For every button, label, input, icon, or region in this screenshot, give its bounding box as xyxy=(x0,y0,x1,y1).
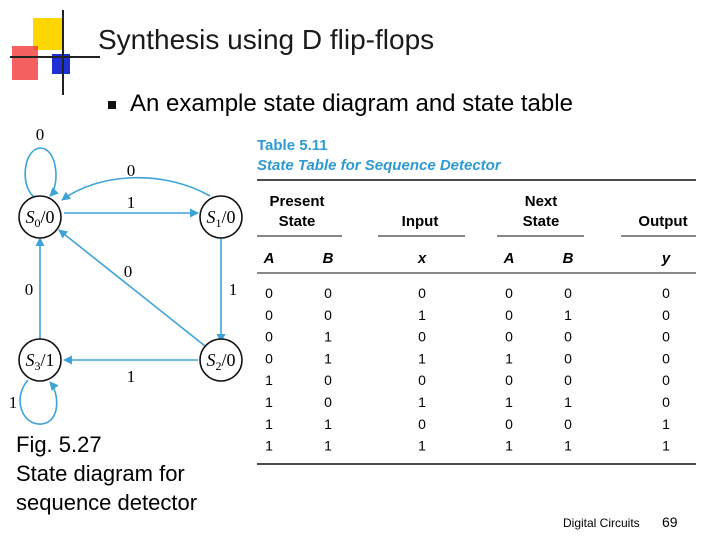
table-cell: 1 xyxy=(265,394,273,410)
table-cell: 0 xyxy=(662,372,670,389)
caption-line-2: State diagram for xyxy=(16,461,185,486)
table-cell: 1 xyxy=(505,394,513,410)
table-title: Table 5.11 xyxy=(257,137,328,154)
table-cell: 1 xyxy=(662,415,670,432)
table-row xyxy=(265,394,670,410)
table-cell: 0 xyxy=(324,394,332,410)
table-row xyxy=(265,416,670,432)
label-s3-self: 1 xyxy=(8,393,18,412)
table-cell: 1 xyxy=(564,394,572,410)
table-cell: 1 xyxy=(324,415,332,432)
table-cell: 0 xyxy=(505,306,513,323)
state-s2-label: $S_2/0$ xyxy=(206,350,236,373)
caption-line-3: sequence detector xyxy=(16,490,198,515)
table-cell: 0 xyxy=(265,306,273,323)
table-cell: 1 xyxy=(265,437,273,454)
var-header-present-b: B xyxy=(322,250,334,267)
state-s3-label: $S_3/1$ xyxy=(25,350,55,373)
label-s0-to-s1: 1 xyxy=(126,193,136,212)
footer-label: Digital Circuits xyxy=(563,516,640,530)
table-row xyxy=(265,350,670,366)
table-cell: 1 xyxy=(324,328,332,345)
table-cell: 0 xyxy=(564,350,572,367)
table-cell: 0 xyxy=(564,415,572,432)
header-next-state: State xyxy=(522,213,560,230)
table-cell: 0 xyxy=(564,372,572,389)
figure-caption xyxy=(16,430,197,517)
transition-s0-self xyxy=(25,148,56,198)
var-header-output-y: y xyxy=(661,250,671,267)
table-cell: 0 xyxy=(265,285,273,301)
table-cell: 1 xyxy=(505,350,513,367)
table-cell: 0 xyxy=(324,285,332,301)
table-cell: 0 xyxy=(662,285,670,301)
table-cell: 0 xyxy=(564,285,572,301)
bullet-square-icon xyxy=(107,100,117,110)
table-cell: 0 xyxy=(662,350,670,367)
table-cell: 0 xyxy=(265,350,273,367)
transition-s1-to-s0 xyxy=(62,178,210,200)
slide-title: Synthesis using D flip-flops xyxy=(98,24,435,55)
table-cell: 0 xyxy=(505,415,513,432)
table-row xyxy=(265,307,670,323)
transition-s2-to-s0 xyxy=(59,230,205,346)
table-cell: 1 xyxy=(418,437,426,454)
state-table xyxy=(250,132,705,472)
table-cell: 1 xyxy=(418,394,426,410)
corner-ornament xyxy=(0,0,100,100)
table-cell: 0 xyxy=(324,372,332,389)
table-cell: 0 xyxy=(324,306,332,323)
table-cell: 0 xyxy=(662,306,670,323)
ornament-red-square xyxy=(12,46,38,80)
table-cell: 0 xyxy=(418,415,426,432)
table-row xyxy=(265,285,670,301)
table-cell: 0 xyxy=(418,285,426,301)
var-header-input-x: x xyxy=(417,250,427,267)
table-cell: 1 xyxy=(418,350,426,367)
table-cell: 1 xyxy=(265,415,273,432)
table-cell: 0 xyxy=(418,372,426,389)
table-row xyxy=(265,372,670,388)
page-number: 69 xyxy=(662,514,678,530)
label-s1-to-s2: 1 xyxy=(228,280,238,299)
table-cell: 1 xyxy=(564,306,572,323)
state-diagram xyxy=(0,120,260,430)
var-header-next-b: B xyxy=(562,250,574,267)
table-body xyxy=(265,285,670,454)
table-cell: 1 xyxy=(324,437,332,454)
state-s1-label: $S_1/0$ xyxy=(206,207,236,230)
header-present-state: State xyxy=(278,213,316,230)
table-cell: 0 xyxy=(662,394,670,410)
header-present: Present xyxy=(269,193,325,210)
var-header-next-a: A xyxy=(503,250,515,267)
table-cell: 1 xyxy=(505,437,513,454)
table-cell: 0 xyxy=(265,328,273,345)
label-s0-self: 0 xyxy=(35,125,45,144)
header-next: Next xyxy=(524,193,558,210)
table-cell: 0 xyxy=(662,328,670,345)
table-cell: 0 xyxy=(564,328,572,345)
ornament-yellow-square xyxy=(33,18,63,50)
table-cell: 1 xyxy=(265,372,273,389)
table-row xyxy=(265,438,670,454)
table-cell: 1 xyxy=(324,350,332,367)
header-output: Output xyxy=(638,213,688,230)
state-s0-label: $S_0/0$ xyxy=(25,207,55,230)
caption-line-1: Fig. 5.27 xyxy=(16,432,102,457)
label-s3-to-s0: 0 xyxy=(24,280,34,299)
label-s1-to-s0: 0 xyxy=(126,161,136,180)
table-cell: 0 xyxy=(505,285,513,301)
table-cell: 0 xyxy=(418,328,426,345)
var-header-present-a: A xyxy=(263,250,275,267)
table-cell: 1 xyxy=(662,437,670,454)
transition-s3-self xyxy=(20,380,57,424)
table-cell: 0 xyxy=(505,372,513,389)
table-cell: 1 xyxy=(418,306,426,323)
header-input: Input xyxy=(401,213,439,230)
label-s2-to-s0: 0 xyxy=(123,262,133,281)
table-cell: 0 xyxy=(505,328,513,345)
label-s2-to-s3: 1 xyxy=(126,367,136,386)
table-row xyxy=(265,329,670,345)
table-subtitle: State Table for Sequence Detector xyxy=(257,157,501,174)
bullet-text: An example state diagram and state table xyxy=(130,90,573,117)
table-cell: 1 xyxy=(564,437,572,454)
